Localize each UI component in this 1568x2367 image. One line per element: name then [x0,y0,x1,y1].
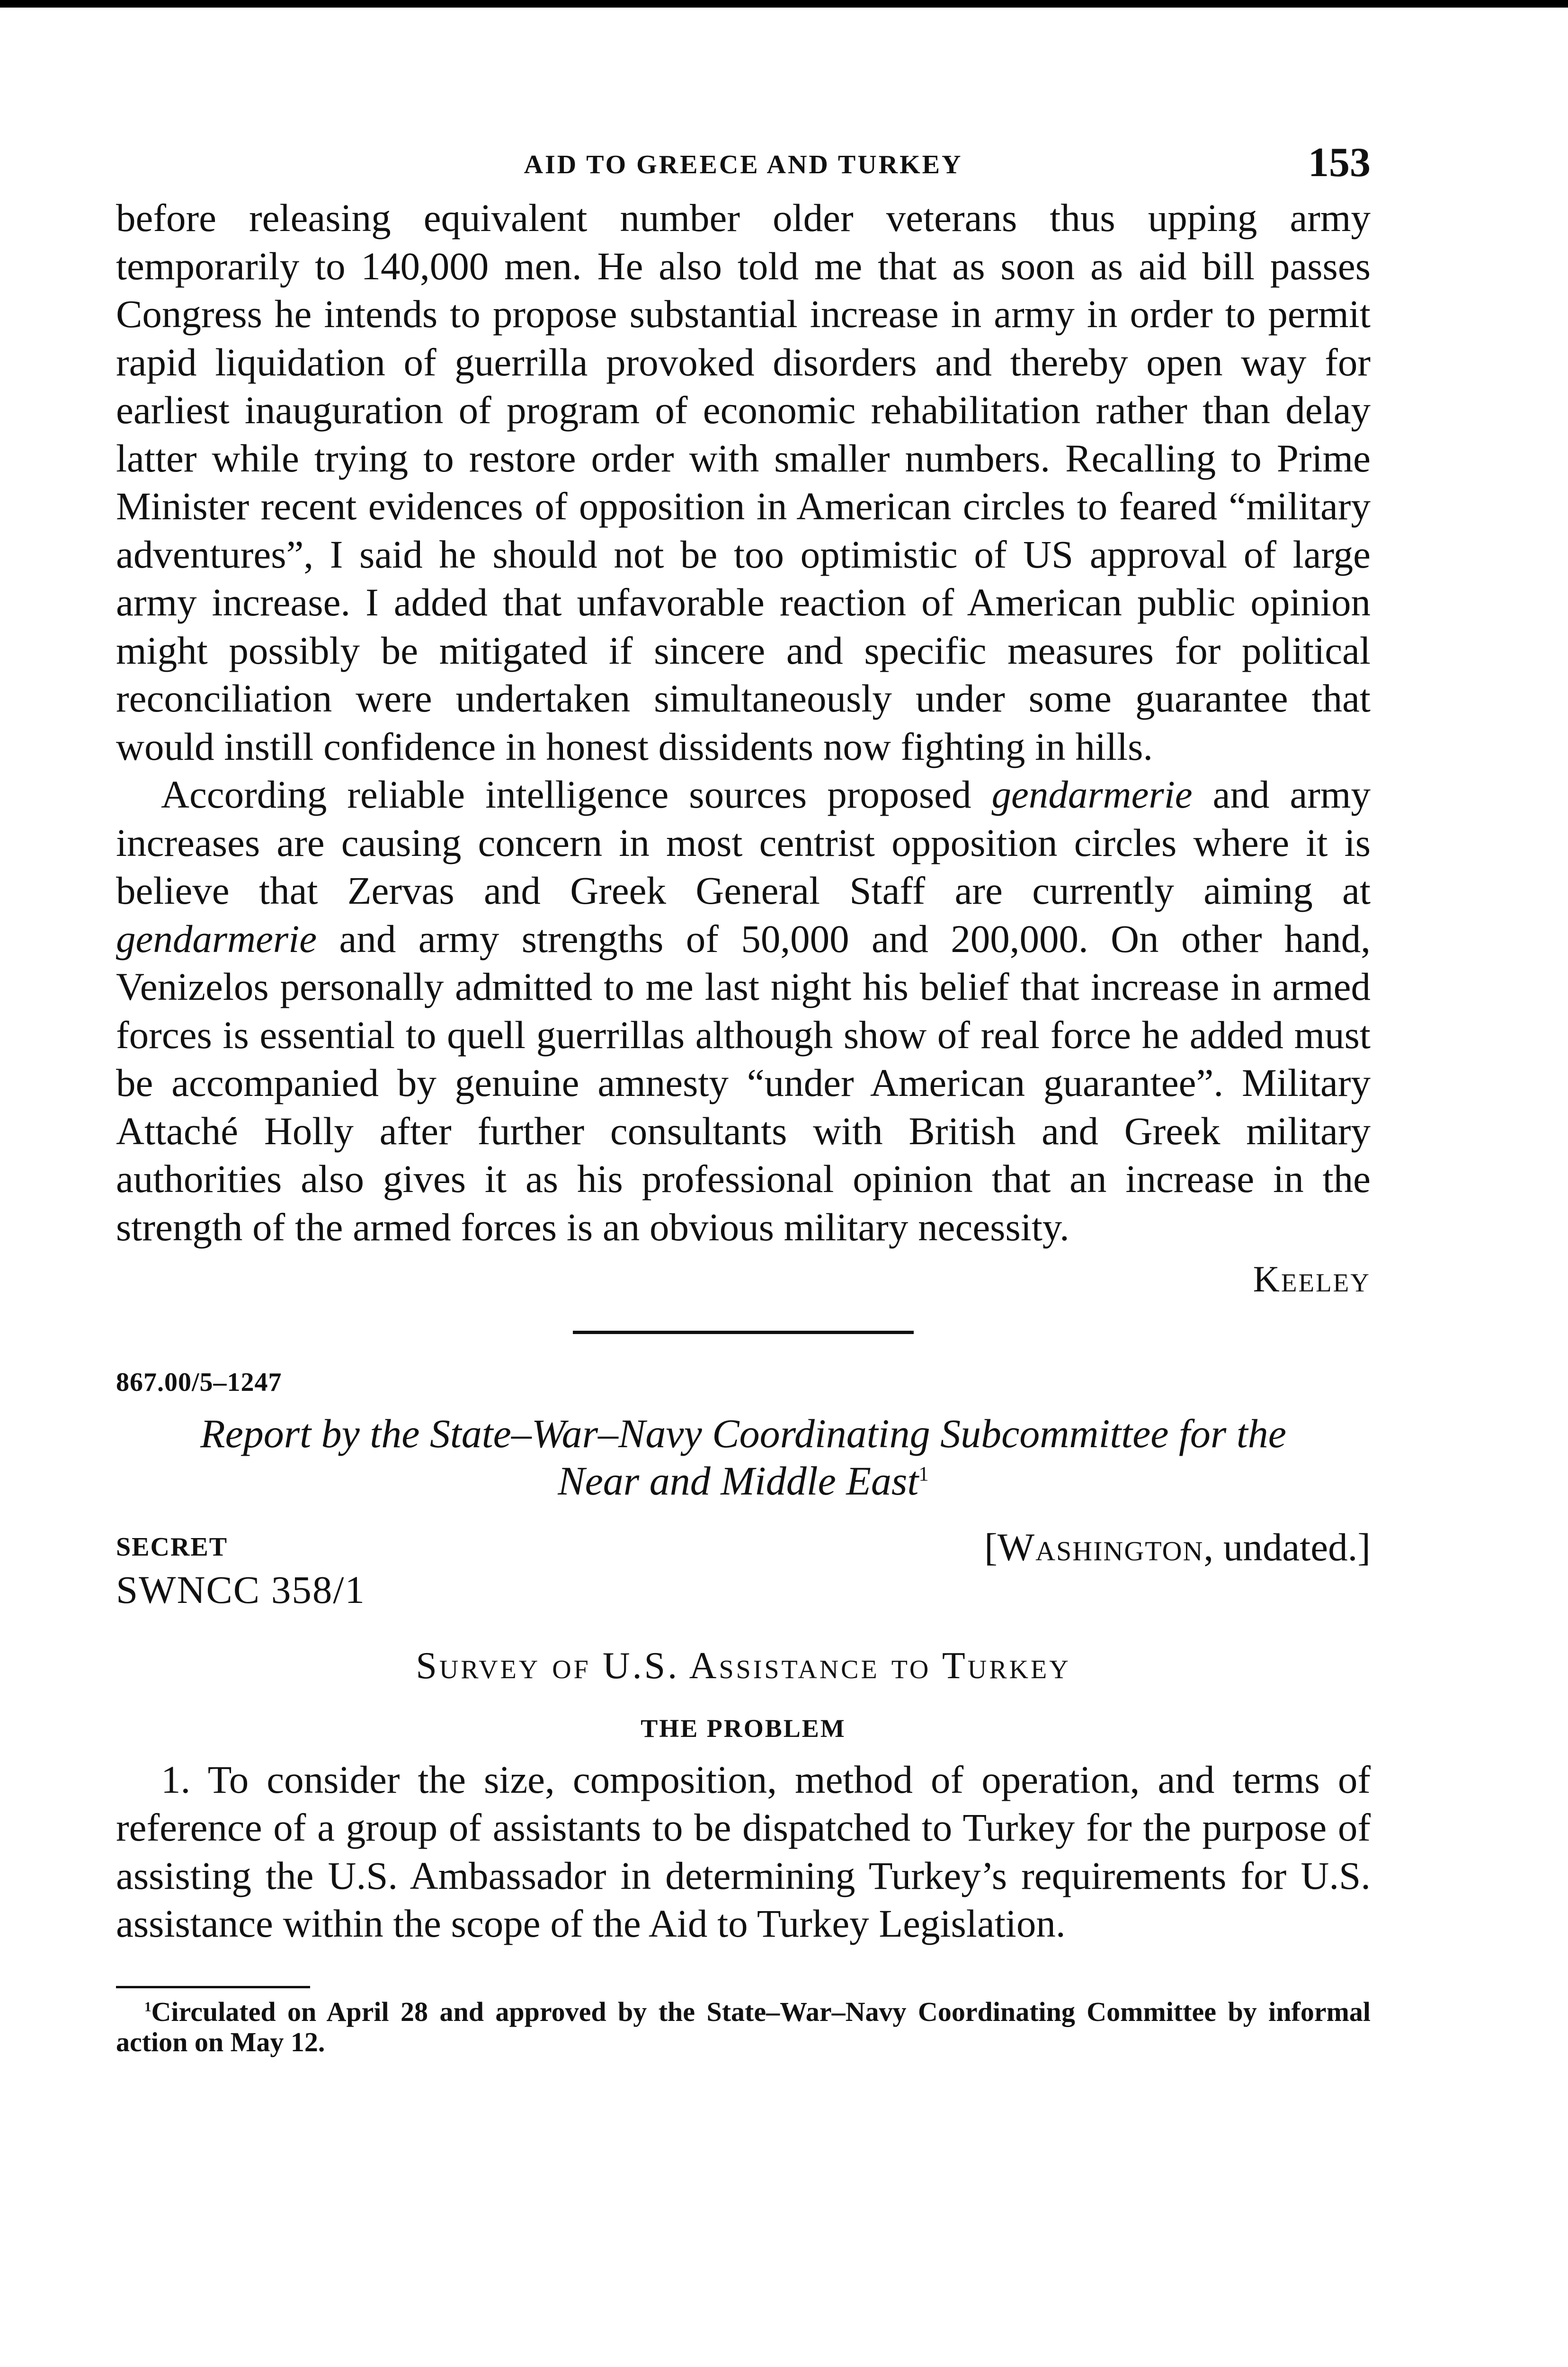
section-heading: THE PROBLEM [641,1714,846,1743]
dateline-open: [ [984,1525,998,1569]
report-title [116,1410,1371,1504]
page-top-border [0,0,1568,8]
running-head: AID TO GREECE AND TURKEY [524,150,963,179]
telegram-paragraph-2 [116,771,1371,1251]
p2-text-c: and army strengths of 50,000 and 200,000. On other hand, Venizelos personally admitted to me last night his belief that increase in armed forces is essential to quell guerrillas although show of real force he added must be accompanied by genuine amnesty “under American guarantee”. Military Attaché Holly after further consultants with British and Greek military authorities also gives it as his professional opinion that an increase in the strength of the armed forces is an obvious military necessity. [116,917,1371,1249]
signature: Keeley [1253,1258,1371,1299]
page-number: 153 [1308,140,1371,186]
footnote [116,1997,1371,2057]
subject-heading: Survey of U.S. Assistance to Turkey [416,1645,1071,1687]
section-divider [573,1331,914,1334]
footnote-reference: 1 [918,1462,929,1485]
problem-item-1: 1. To consider the size, composition, method of operation, and terms of reference of a group of assistants to be dispatched to Turkey for the purpose of assisting the U.S. Ambassador in determining Turkey’s requirements for U.S. assistance within the scope of the Aid to Turkey Legislation. [116,1757,1371,1945]
footnote-mark: 1 [144,1999,151,2015]
footnote-rule [116,1986,310,1988]
meta-row [116,1523,1371,1571]
file-reference: 867.00/5–1247 [116,1367,282,1397]
report-title-line-2-text: Near and Middle East [558,1458,919,1504]
p2-text-b: and army increases are causing concern in most centrist opposition circles where it is believe that Zervas and Greek General Staff are currently aiming at [116,773,1371,912]
p2-text-a: According reliable intelligence sources proposed [161,773,992,816]
p2-emphasis-2: gendarmerie [116,917,317,961]
dateline-place: Washington [997,1525,1204,1569]
dateline [984,1523,1371,1572]
page-header [116,142,1371,194]
dateline-rest: , undated.] [1203,1525,1371,1569]
classification-label: SECRET [116,1532,228,1562]
telegram-paragraph-1: before releasing equivalent number older veterans thus upping army temporarily to 140,000 men. He also told me that as soon as aid bill passes Congress he intends to propose substantial increase in army in order to permit rapid liquidation of guerrilla provoked disorders and thereby open way for earliest inauguration of program of economic rehabilitation rather than delay latter while trying to restore order with smaller numbers. Recalling to Prime Minister recent evidences of opposition in American circles to feared “military adventures”, I said he should not be too optimistic of US approval of large army increase. I added that unfavorable reaction of American public opinion might possibly be mitigated if sincere and specific measures for political reconciliation were undertaken simultaneously under some guarantee that would instill confidence in honest dissidents now fighting in hills. [116,196,1371,768]
footnote-text: Circulated on April 28 and approved by the State–War–Navy Coordinating Committee by informal action on May 12. [116,1996,1371,2057]
report-title-line-2 [116,1457,1371,1504]
p2-emphasis-1: gendarmerie [991,773,1193,816]
report-title-line-1: Report by the State–War–Navy Coordinating Subcommittee for the [200,1410,1286,1456]
document-number: SWNCC 358/1 [116,1567,365,1611]
document-page [116,142,1371,2057]
